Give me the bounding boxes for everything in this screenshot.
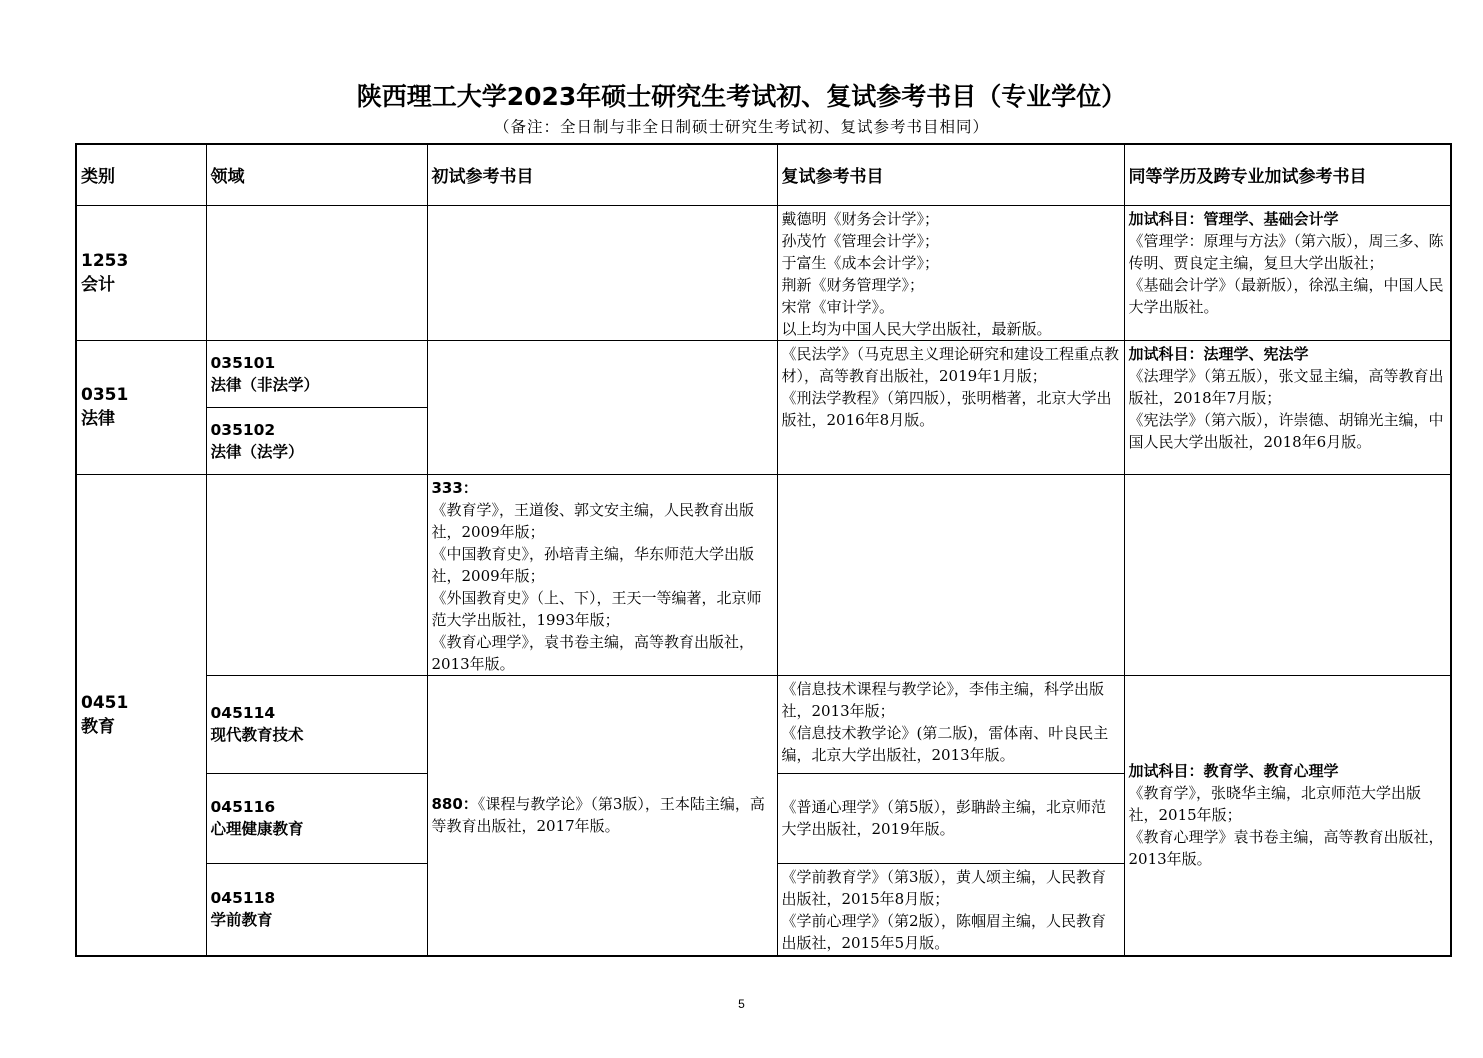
initial-cell-empty xyxy=(427,205,777,340)
field-cell-empty xyxy=(206,474,427,675)
field-cell-empty xyxy=(206,205,427,340)
page-subtitle: （备注：全日制与非全日制硕士研究生考试初、复试参考书目相同） xyxy=(493,118,989,136)
list-item: 《学前心理学》（第2版），陈帼眉主编，人民教育出版社，2015年5月版。 xyxy=(781,911,1107,952)
retest-cell-045114 xyxy=(777,675,1124,773)
field-cell-035102 xyxy=(206,407,427,474)
list-item: 《刑法学教程》（第四版），张明楷著，北京大学出版社，2016年8月版。 xyxy=(781,388,1112,429)
list-item: 《宪法学》（第六版），许崇德、胡锦光主编，中国人民大学出版社，2018年6月版。 xyxy=(1128,410,1444,451)
header-initial: 初试参考书目 xyxy=(427,144,777,205)
list-item: 《学前教育学》（第3版），黄人颂主编，人民教育出版社，2015年8月版； xyxy=(781,867,1107,908)
field-code: 035101 xyxy=(210,353,276,372)
initial-cell-333 xyxy=(427,474,777,675)
list-item: 《信息技术教学论》(第二版)，雷体南、叶良民主编，北京大学出版社，2013年版。 xyxy=(781,723,1109,764)
retest-cell-045116 xyxy=(777,773,1124,863)
category-name: 教育 xyxy=(81,716,115,737)
extra-cell-education xyxy=(1124,675,1451,956)
field-code: 035102 xyxy=(210,420,276,439)
list-item: 《教育学》，王道俊、郭文安主编，人民教育出版社，2009年版； xyxy=(431,500,755,541)
retest-cell-accounting xyxy=(777,205,1124,340)
reference-table xyxy=(75,143,1452,957)
field-name: 法律（法学） xyxy=(210,442,304,461)
retest-cell-empty xyxy=(777,474,1124,675)
category-code: 0451 xyxy=(81,692,129,713)
retest-cell-045118 xyxy=(777,863,1124,956)
list-item: 荆新《财务管理学》； xyxy=(781,275,925,294)
header-extra: 同等学历及跨专业加试参考书目 xyxy=(1124,144,1451,205)
list-item: 戴德明《财务会计学》； xyxy=(781,209,940,228)
extra-subject-title: 加试科目：法理学、宪法学 xyxy=(1128,344,1309,363)
field-code: 045114 xyxy=(210,704,276,722)
category-code: 0351 xyxy=(81,385,129,405)
list-item: 《教育学》，张晓华主编，北京师范大学出版社，2015年版； xyxy=(1128,784,1422,825)
category-cell-education xyxy=(76,474,206,956)
list-item: 《民法学》（马克思主义理论研究和建设工程重点教材），高等教育出版社，2019年1月版； xyxy=(781,344,1120,385)
extra-subject-title: 加试科目：教育学、教育心理学 xyxy=(1128,762,1339,781)
page-number: 5 xyxy=(738,997,745,1011)
extra-subject-title: 加试科目：管理学、基础会计学 xyxy=(1128,209,1339,228)
list-item: 《中国教育史》，孙培青主编，华东师范大学出版社，2009年版； xyxy=(431,544,755,585)
list-item: 《教育心理学》袁书卷主编，高等教育出版社，2013年版。 xyxy=(1128,828,1444,869)
table-row-education-045114 xyxy=(76,675,1451,773)
list-item: 宋常《审计学》。 xyxy=(781,297,895,316)
field-cell-035101 xyxy=(206,340,427,407)
category-code: 1253 xyxy=(81,250,129,271)
field-name: 现代教育技术 xyxy=(210,726,304,744)
page-title: 陕西理工大学2023年硕士研究生考试初、复试参考书目（专业学位） xyxy=(356,82,1127,111)
extra-cell-law xyxy=(1124,340,1451,474)
list-item: 《基础会计学》（最新版），徐泓主编，中国人民大学出版社。 xyxy=(1128,275,1444,316)
category-name: 会计 xyxy=(81,274,115,295)
field-cell-045116 xyxy=(206,773,427,863)
list-item: 《教育心理学》，袁书卷主编，高等教育出版社，2013年版。 xyxy=(431,632,755,673)
list-item: 以上均为中国人民大学出版社，最新版。 xyxy=(781,319,1052,338)
list-item: 《课程与教学论》（第3版），王本陆主编，高等教育出版社，2017年版。 xyxy=(431,795,765,836)
table-row-education xyxy=(76,474,1451,675)
header-retest: 复试参考书目 xyxy=(777,144,1124,205)
list-item: 《普通心理学》（第5版），彭聃龄主编，北京师范大学出版社，2019年版。 xyxy=(781,798,1107,838)
initial-cell-880 xyxy=(427,675,777,956)
list-item: 于富生《成本会计学》； xyxy=(781,253,940,272)
field-code: 045116 xyxy=(210,798,276,816)
list-item: 《信息技术课程与教学论》，李伟主编，科学出版社，2013年版； xyxy=(781,679,1105,720)
field-name: 法律（非法学） xyxy=(210,375,320,394)
exam-code-880: 880： xyxy=(431,795,478,814)
table-row-law xyxy=(76,340,1451,407)
exam-880-text xyxy=(432,793,773,837)
category-cell-law xyxy=(76,340,206,474)
header-field: 领域 xyxy=(206,144,427,205)
category-name: 法律 xyxy=(81,409,115,429)
header-category: 类别 xyxy=(76,144,206,205)
exam-code-333: 333： xyxy=(431,478,478,497)
list-item: 《管理学：原理与方法》（第六版），周三多、陈传明、贾良定主编，复旦大学出版社； xyxy=(1128,231,1444,272)
category-cell-accounting xyxy=(76,205,206,340)
field-name: 心理健康教育 xyxy=(210,820,304,838)
list-item: 《外国教育史》（上、下），王天一等编著，北京师范大学出版社，1993年版； xyxy=(431,588,762,629)
initial-cell-empty xyxy=(427,340,777,474)
field-cell-045114 xyxy=(206,675,427,773)
extra-cell-empty xyxy=(1124,474,1451,675)
table-row-accounting xyxy=(76,205,1451,340)
extra-cell-accounting xyxy=(1124,205,1451,340)
field-cell-045118 xyxy=(206,863,427,956)
list-item: 孙茂竹《管理会计学》； xyxy=(781,231,940,250)
table-header-row xyxy=(76,144,1451,205)
field-name: 学前教育 xyxy=(210,911,273,930)
field-code: 045118 xyxy=(210,889,276,908)
retest-cell-law xyxy=(777,340,1124,474)
list-item: 《法理学》（第五版），张文显主编，高等教育出版社，2018年7月版； xyxy=(1128,366,1444,407)
